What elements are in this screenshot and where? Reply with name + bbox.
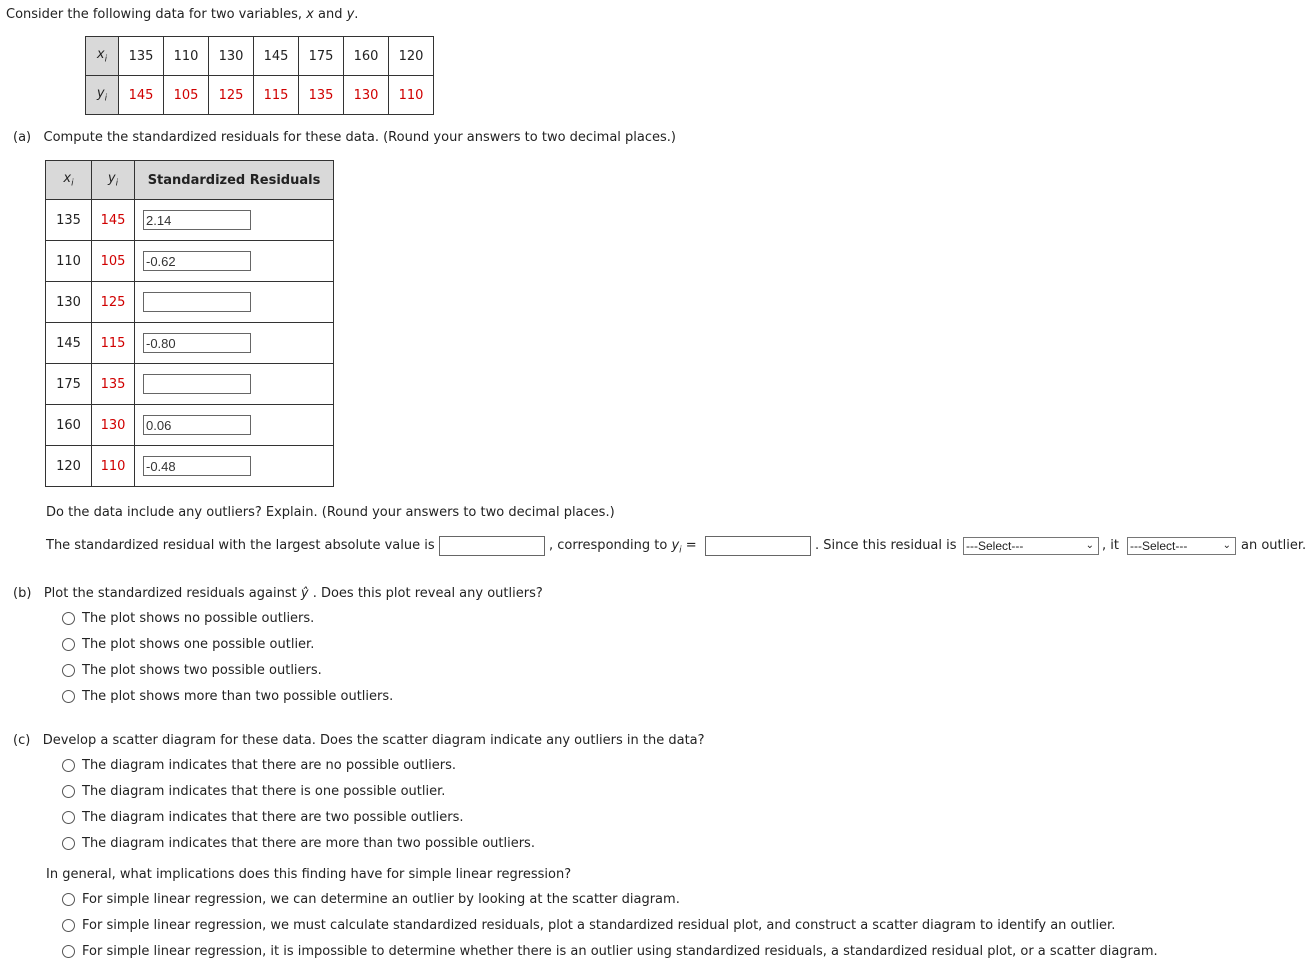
part-a-question: (a) Compute the standardized residuals for these data. (Round your answers to two decimal places.): [13, 130, 676, 145]
row-y: 125: [92, 282, 135, 323]
residual-input[interactable]: [143, 292, 251, 312]
data-table: [85, 36, 434, 115]
row-x: 145: [46, 323, 92, 364]
radio-button[interactable]: [62, 638, 75, 651]
y-value: 105: [164, 76, 209, 115]
sentence-part-2: , corresponding to $y_i$ =: [549, 538, 697, 556]
option-label: The diagram indicates that there are two possible outliers.: [82, 810, 464, 825]
general-question: In general, what implications does this finding have for simple linear regression?: [46, 867, 572, 882]
sentence-part-3: . Since this residual is: [815, 538, 957, 553]
data-table-y-row: [86, 76, 434, 115]
row-x: 120: [46, 446, 92, 487]
chevron-down-icon: ⌄: [1222, 540, 1231, 551]
y-value: 135: [299, 76, 344, 115]
radio-button[interactable]: [62, 837, 75, 850]
radio-button[interactable]: [62, 811, 75, 824]
table-row: [46, 323, 334, 364]
y-value: 115: [254, 76, 299, 115]
row-y: 110: [92, 446, 135, 487]
x-value: 110: [164, 37, 209, 76]
row-y: 115: [92, 323, 135, 364]
residual-input[interactable]: [143, 415, 251, 435]
col-y-header: $y_i$: [92, 161, 135, 200]
sentence-part-5: an outlier.: [1241, 538, 1307, 553]
part-c-question: (c) Develop a scatter diagram for these data. Does the scatter diagram indicate any outliers in the data?: [13, 733, 705, 748]
option-label: For simple linear regression, we must calculate standardized residuals, plot a standardized residual plot, and construct a scatter diagram to identify an outlier.: [82, 918, 1116, 933]
residual-input[interactable]: [143, 456, 251, 476]
row-x: 175: [46, 364, 92, 405]
intro-text: Consider the following data for two variables, x and y.: [6, 7, 359, 22]
residual-input[interactable]: [143, 333, 251, 353]
outlier-question: Do the data include any outliers? Explain. (Round your answers to two decimal places.): [46, 505, 615, 520]
row-x: 130: [46, 282, 92, 323]
option-label: The plot shows one possible outlier.: [82, 637, 315, 652]
radio-button[interactable]: [62, 785, 75, 798]
largest-residual-input[interactable]: [439, 536, 545, 556]
row-y: 135: [92, 364, 135, 405]
residual-input[interactable]: [143, 374, 251, 394]
sentence-part-1: The standardized residual with the largest absolute value is: [46, 538, 435, 553]
x-value: 145: [254, 37, 299, 76]
radio-button[interactable]: [62, 759, 75, 772]
row-y: 105: [92, 241, 135, 282]
x-value: 135: [119, 37, 164, 76]
table-row: [46, 446, 334, 487]
x-value: 130: [209, 37, 254, 76]
option-label: The diagram indicates that there are more than two possible outliers.: [82, 836, 535, 851]
option-label: The diagram indicates that there are no possible outliers.: [82, 758, 456, 773]
data-table-x-row: [86, 37, 434, 76]
col-x-header: $x_i$: [46, 161, 92, 200]
option-label: For simple linear regression, we can determine an outlier by looking at the scatter diagram.: [82, 892, 680, 907]
y-value: 110: [389, 76, 434, 115]
table-row: [46, 364, 334, 405]
residual-input[interactable]: [143, 210, 251, 230]
y-header: $y_i$: [86, 76, 119, 115]
option-label: The plot shows no possible outliers.: [82, 611, 315, 626]
row-y: 145: [92, 200, 135, 241]
residual-input[interactable]: [143, 251, 251, 271]
residual-table: [45, 160, 334, 487]
table-row: [46, 282, 334, 323]
option-label: For simple linear regression, it is impossible to determine whether there is an outlier using standardized residuals, a standardized residual plot, or a scatter diagram.: [82, 944, 1158, 959]
x-value: 120: [389, 37, 434, 76]
option-label: The diagram indicates that there is one possible outlier.: [82, 784, 446, 799]
chevron-down-icon: ⌄: [1085, 540, 1094, 551]
row-y: 130: [92, 405, 135, 446]
y-value: 130: [344, 76, 389, 115]
table-row: [46, 405, 334, 446]
x-header: $x_i$: [86, 37, 119, 76]
part-b-question: (b) Plot the standardized residuals against ŷ . Does this plot reveal any outliers?: [13, 586, 543, 601]
radio-button[interactable]: [62, 690, 75, 703]
col-residual-header: Standardized Residuals: [135, 161, 334, 200]
row-x: 135: [46, 200, 92, 241]
row-x: 160: [46, 405, 92, 446]
table-row: [46, 200, 334, 241]
radio-button[interactable]: [62, 919, 75, 932]
radio-button[interactable]: [62, 893, 75, 906]
radio-button[interactable]: [62, 612, 75, 625]
row-x: 110: [46, 241, 92, 282]
table-row: [46, 241, 334, 282]
y-value: 125: [209, 76, 254, 115]
y-value: 145: [119, 76, 164, 115]
radio-button[interactable]: [62, 664, 75, 677]
corresponding-y-input[interactable]: [705, 536, 811, 556]
residual-comparison-select[interactable]: ---Select--- ⌄: [963, 537, 1099, 555]
is-outlier-select[interactable]: ---Select--- ⌄: [1127, 537, 1236, 555]
option-label: The plot shows two possible outliers.: [82, 663, 322, 678]
sentence-part-4: , it: [1102, 538, 1119, 553]
x-value: 160: [344, 37, 389, 76]
option-label: The plot shows more than two possible outliers.: [82, 689, 394, 704]
x-value: 175: [299, 37, 344, 76]
radio-button[interactable]: [62, 945, 75, 958]
